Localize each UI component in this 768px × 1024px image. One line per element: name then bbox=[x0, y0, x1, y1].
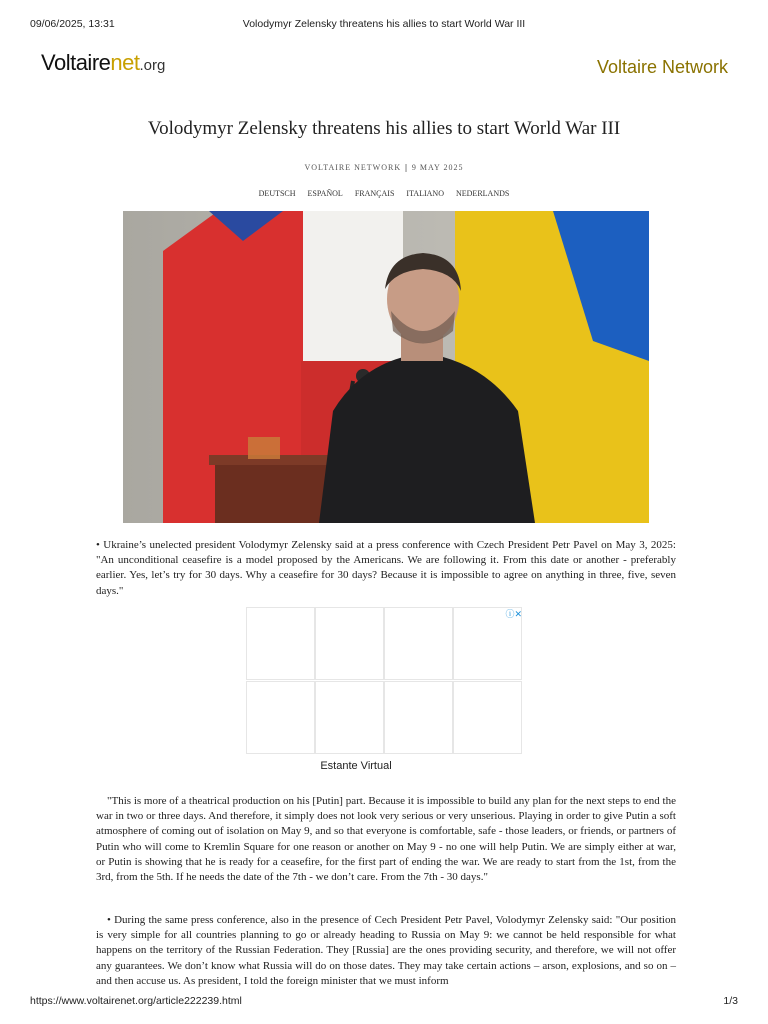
byline-separator: | bbox=[405, 163, 408, 172]
ad-caption[interactable]: Estante Virtual bbox=[320, 760, 392, 772]
ad-tile[interactable] bbox=[453, 681, 522, 754]
logo-text-org: .org bbox=[139, 57, 166, 74]
ad-tile[interactable] bbox=[246, 607, 315, 680]
article-paragraph-3: • During the same press conference, also in the presence of Cech President Petr Pavel, Volodymyr Zelensky said: "Our position is very simple for all countries planning to go or already heading to Russia on May 9: we cannot be held responsible for what happens on the territory of the Russian Federation. They [Russia] are the ones providing security, and therefore, we will not offer any guarantees. We don’t know what Russia will do on those dates. They may take certain actions – arson, explosions, and so on – and then accuse us. As president, I told the foreign minister that we must inform bbox=[96, 914, 676, 987]
ad-tile[interactable] bbox=[384, 607, 453, 680]
photo-illustration bbox=[123, 211, 649, 523]
lang-link-nederlands[interactable]: NEDERLANDS bbox=[455, 189, 510, 198]
print-page-number: 1/3 bbox=[723, 995, 738, 1007]
language-links bbox=[0, 189, 768, 198]
article-photo bbox=[123, 211, 649, 523]
logo-text-voltaire: Voltaire bbox=[41, 50, 111, 75]
print-header bbox=[0, 14, 768, 30]
ad-tile[interactable] bbox=[315, 681, 384, 754]
print-datetime: 09/06/2025, 13:31 bbox=[30, 18, 115, 30]
lang-link-espanol[interactable]: ESPAÑOL bbox=[307, 189, 343, 198]
lang-link-deutsch[interactable]: DEUTSCH bbox=[258, 189, 296, 198]
logo-text-net: net bbox=[110, 50, 140, 75]
print-url[interactable]: https://www.voltairenet.org/article222239.html bbox=[30, 995, 242, 1007]
byline-source[interactable]: VOLTAIRE NETWORK bbox=[304, 163, 402, 172]
close-icon[interactable]: ✕ bbox=[514, 609, 522, 619]
byline-date: 9 MAY 2025 bbox=[411, 163, 464, 172]
ad-tile[interactable] bbox=[246, 681, 315, 754]
adchoices-controls bbox=[505, 607, 522, 620]
lang-link-francais[interactable]: FRANÇAIS bbox=[354, 189, 395, 198]
site-logo[interactable] bbox=[41, 50, 165, 76]
article-paragraph-1: • Ukraine’s unelected president Volodymyr Zelensky said at a press conference with Czech President Petr Pavel on May 3, 2025: "An unconditional ceasefire is a model proposed by the Americans. We are following it. From this date or another - preferably earlier. Yes, let’s try for 30 days. Why a ceasefire for 30 days? Because it is impossible to agree on anything in three, five, seven days." bbox=[96, 539, 676, 597]
lang-link-italiano[interactable]: ITALIANO bbox=[406, 189, 444, 198]
ad-tile[interactable] bbox=[384, 681, 453, 754]
article-headline: Volodymyr Zelensky threatens his allies to start World War III bbox=[147, 118, 621, 139]
site-brand[interactable]: Voltaire Network bbox=[596, 57, 728, 77]
article-paragraph-2: "This is more of a theatrical production on his [Putin] part. Because it is impossible to build any plan for the next steps to end the war in two or three days. And therefore, it simply does not look very serious or very unserious. Playing in order to give Putin a soft atmosphere of coming out of isolation on May 9, and so that everyone is comfortable, safe - those leaders, or friends, or partners of Putin who will come to Kremlin Square for one reason or another on May 9 - no one will help Putin. We are simply either at war, or Putin is showing that he is ready for a ceasefire, for the first part of ending the war. We are ready to start from the 1st, from the 3rd, from the 5th. If he needs the date of the 7th - we don’t care. From the 7th - 30 days." bbox=[96, 795, 676, 884]
ad-block[interactable] bbox=[246, 607, 522, 755]
print-title: Volodymyr Zelensky threatens his allies to start World War III bbox=[242, 18, 526, 30]
ad-tile[interactable] bbox=[315, 607, 384, 680]
info-icon[interactable]: ⓘ bbox=[505, 609, 515, 619]
article-byline bbox=[0, 163, 768, 172]
